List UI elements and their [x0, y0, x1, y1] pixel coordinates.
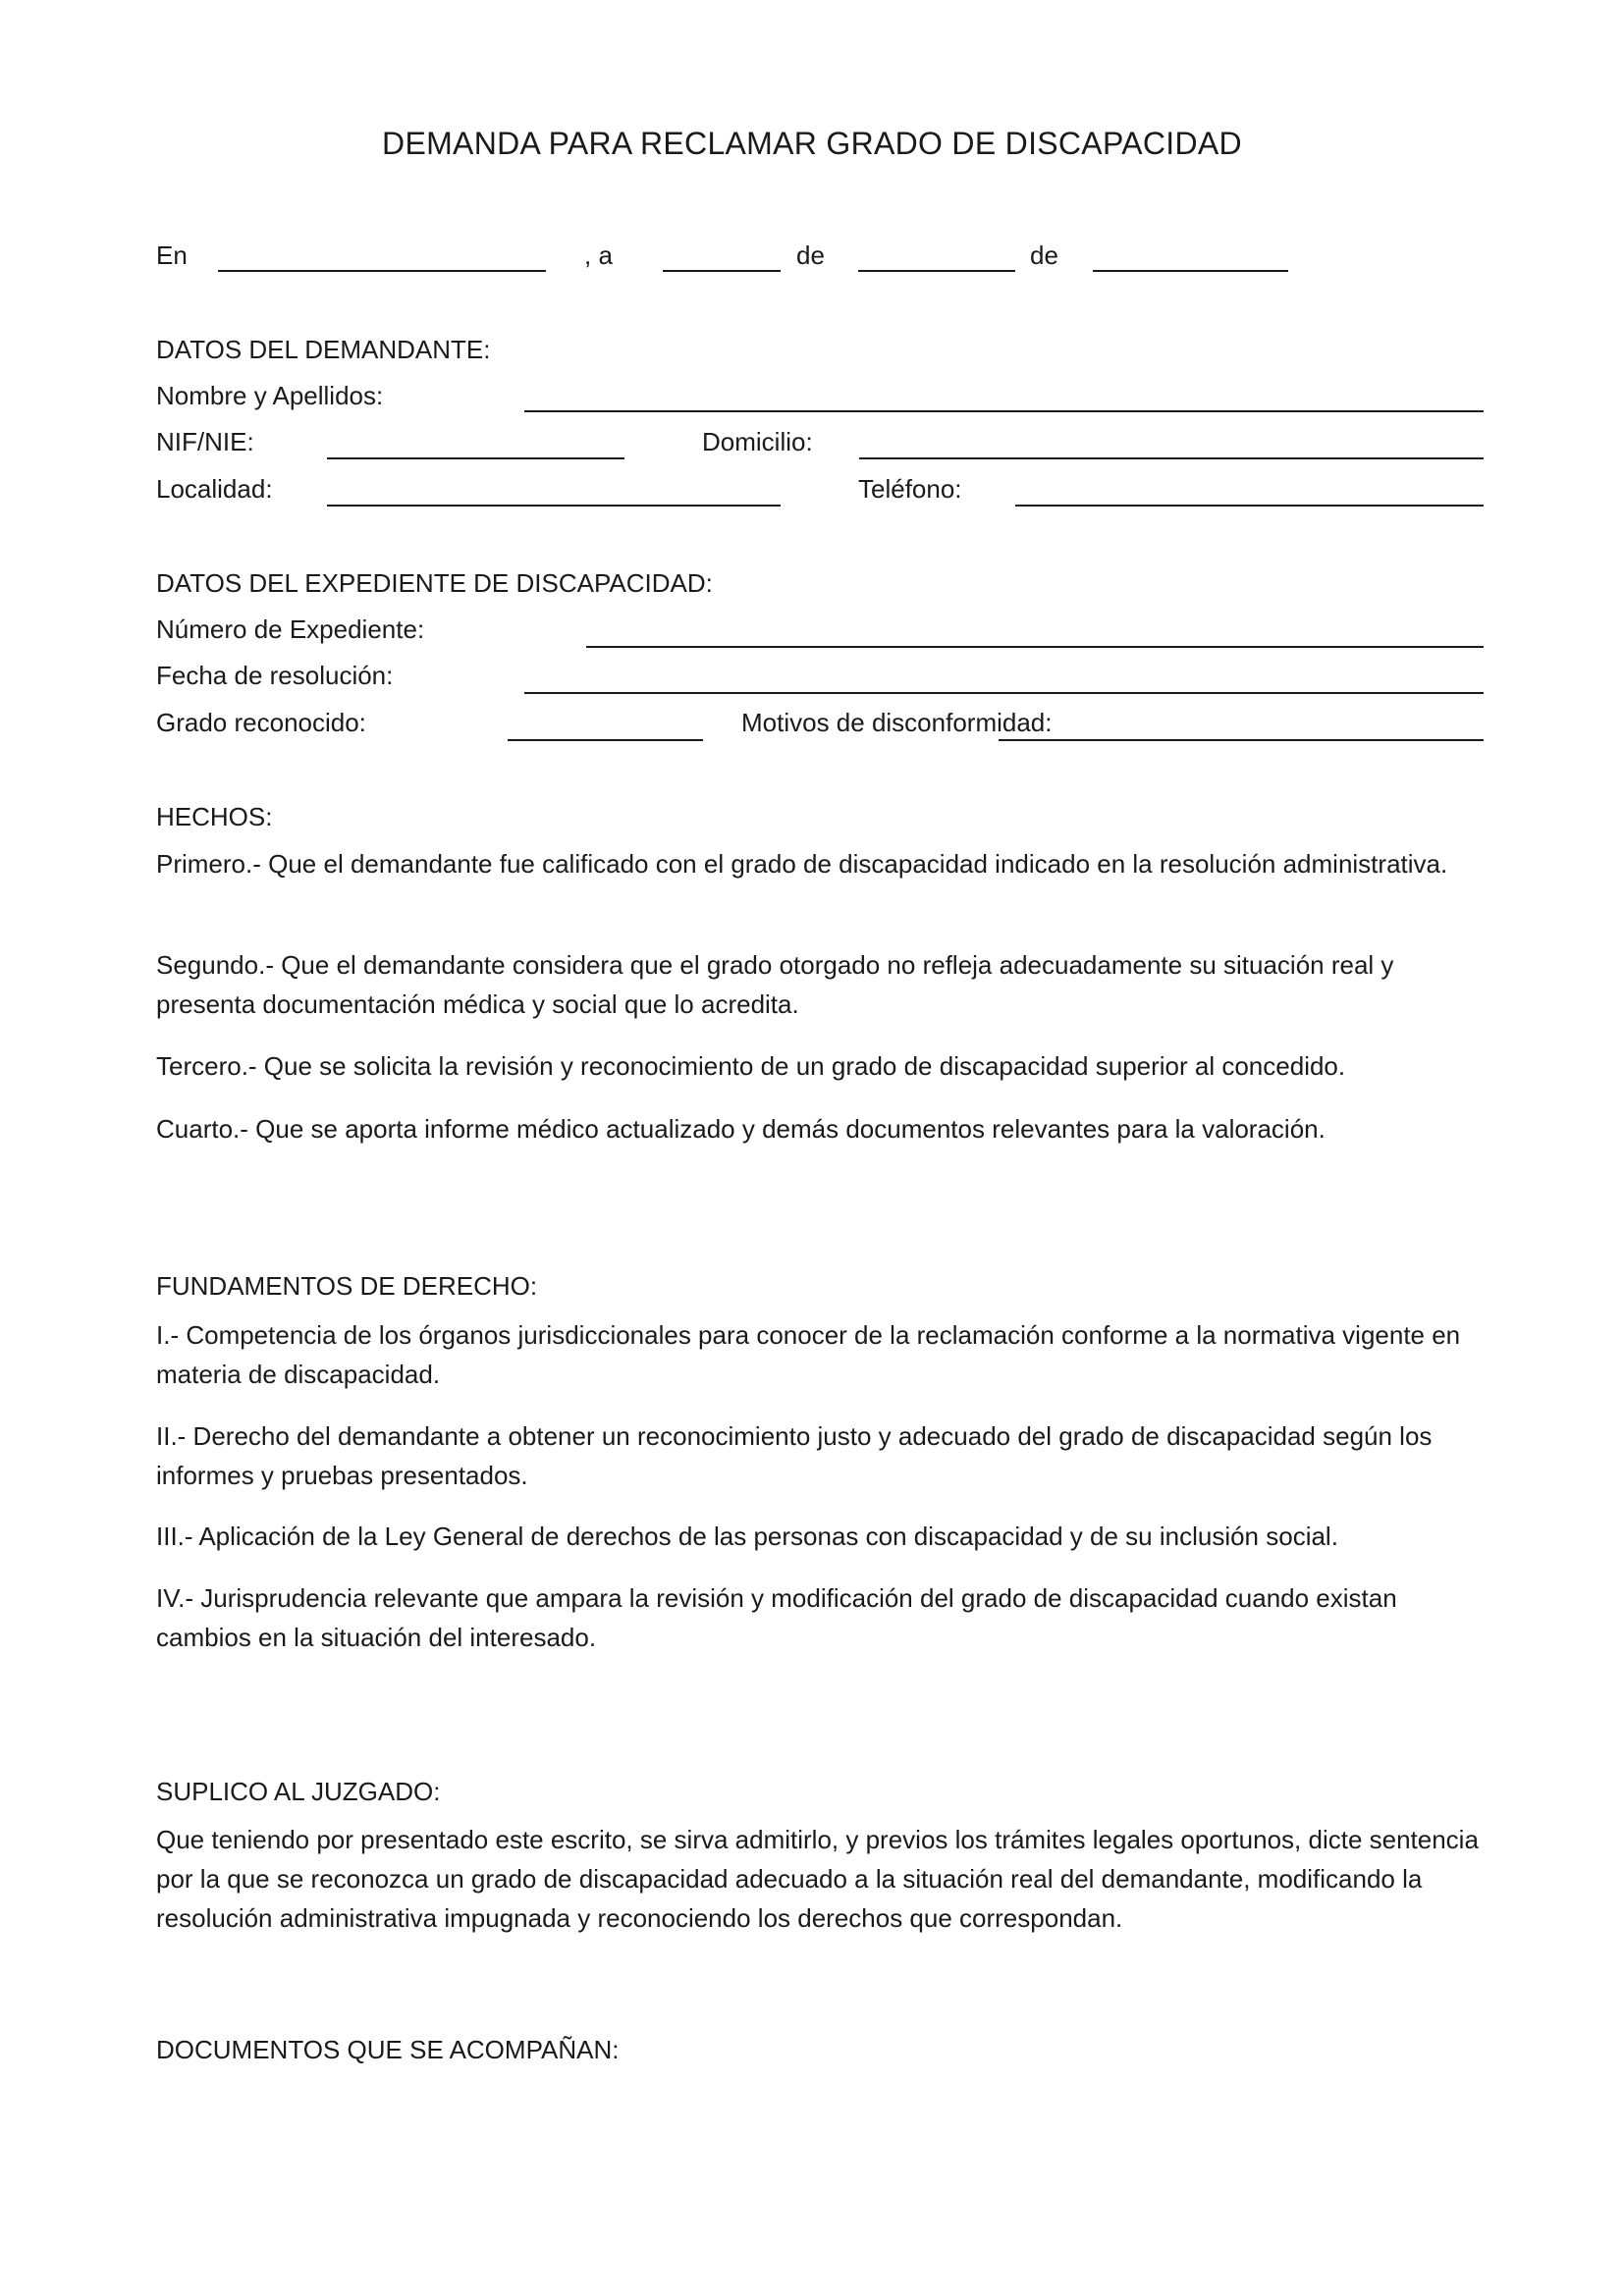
- nombre-label: Nombre y Apellidos:: [156, 381, 384, 410]
- grado-reconocido-label: Grado reconocido:: [156, 708, 366, 737]
- date-de-label-1: de: [796, 240, 825, 270]
- date-place-field[interactable]: [218, 270, 546, 272]
- hechos-tercero: Tercero.- Que se solicita la revisión y reconocimiento de un grado de discapacidad superior al concedido.: [156, 1051, 1346, 1081]
- hechos-primero: Primero.- Que el demandante fue calificado con el grado de discapacidad indicado en la resolución administrativa.: [156, 849, 1448, 879]
- date-a-label: , a: [584, 240, 613, 270]
- fundamento-iv: IV.- Jurisprudencia relevante que ampara la revisión y modificación del grado de discapacidad cuando existan cambios en la situación del interesado.: [156, 1583, 1397, 1652]
- hechos-heading: HECHOS:: [156, 802, 273, 831]
- nif-field[interactable]: [327, 457, 624, 459]
- fecha-resolucion-label: Fecha de resolución:: [156, 661, 394, 690]
- hechos-cuarto: Cuarto.- Que se aporta informe médico actualizado y demás documentos relevantes para la valoración.: [156, 1114, 1326, 1144]
- localidad-field[interactable]: [327, 505, 781, 507]
- domicilio-label: Domicilio:: [702, 427, 813, 456]
- domicilio-field[interactable]: [859, 457, 1484, 459]
- fundamento-iii: III.- Aplicación de la Ley General de derechos de las personas con discapacidad y de su inclusión social.: [156, 1522, 1338, 1551]
- grado-reconocido-field[interactable]: [508, 739, 703, 741]
- suplico-heading: SUPLICO AL JUZGADO:: [156, 1777, 441, 1806]
- document-title: DEMANDA PARA RECLAMAR GRADO DE DISCAPACIDAD: [382, 126, 1242, 161]
- date-de-label-2: de: [1030, 240, 1058, 270]
- date-year-field[interactable]: [1093, 270, 1288, 272]
- telefono-label: Teléfono:: [858, 474, 962, 504]
- numero-expediente-field[interactable]: [586, 646, 1484, 648]
- telefono-field[interactable]: [1015, 505, 1484, 507]
- suplico-text: Que teniendo por presentado este escrito, se sirva admitirlo, y previos los trámites legales oportunos, dicte sentencia por la que se reconozca un grado de discapacidad adecuado a la situación real del demandante, modificando la resolución administrativa impugnada y reconociendo los derechos que correspondan.: [156, 1825, 1479, 1933]
- fundamento-i: I.- Competencia de los órganos jurisdiccionales para conocer de la reclamación conforme a la normativa vigente en materia de discapacidad.: [156, 1320, 1461, 1389]
- localidad-label: Localidad:: [156, 474, 273, 504]
- date-month-field[interactable]: [858, 270, 1015, 272]
- documentos-heading: DOCUMENTOS QUE SE ACOMPAÑAN:: [156, 2035, 620, 2064]
- motivos-field[interactable]: [999, 739, 1484, 741]
- nombre-field[interactable]: [524, 410, 1484, 412]
- hechos-segundo: Segundo.- Que el demandante considera que el grado otorgado no refleja adecuadamente su situación real y presenta documentación médica y social que lo acredita.: [156, 950, 1394, 1019]
- fundamento-ii: II.- Derecho del demandante a obtener un reconocimiento justo y adecuado del grado de discapacidad según los informes y pruebas presentados.: [156, 1421, 1433, 1490]
- fecha-resolucion-field[interactable]: [524, 692, 1484, 694]
- nif-label: NIF/NIE:: [156, 427, 254, 456]
- numero-expediente-label: Número de Expediente:: [156, 614, 425, 644]
- date-en-label: En: [156, 240, 188, 270]
- motivos-label: Motivos de disconformidad:: [741, 708, 1053, 737]
- fundamentos-heading: FUNDAMENTOS DE DERECHO:: [156, 1271, 538, 1301]
- expediente-heading: DATOS DEL EXPEDIENTE DE DISCAPACIDAD:: [156, 568, 713, 598]
- date-day-field[interactable]: [663, 270, 781, 272]
- demandante-heading: DATOS DEL DEMANDANTE:: [156, 335, 491, 364]
